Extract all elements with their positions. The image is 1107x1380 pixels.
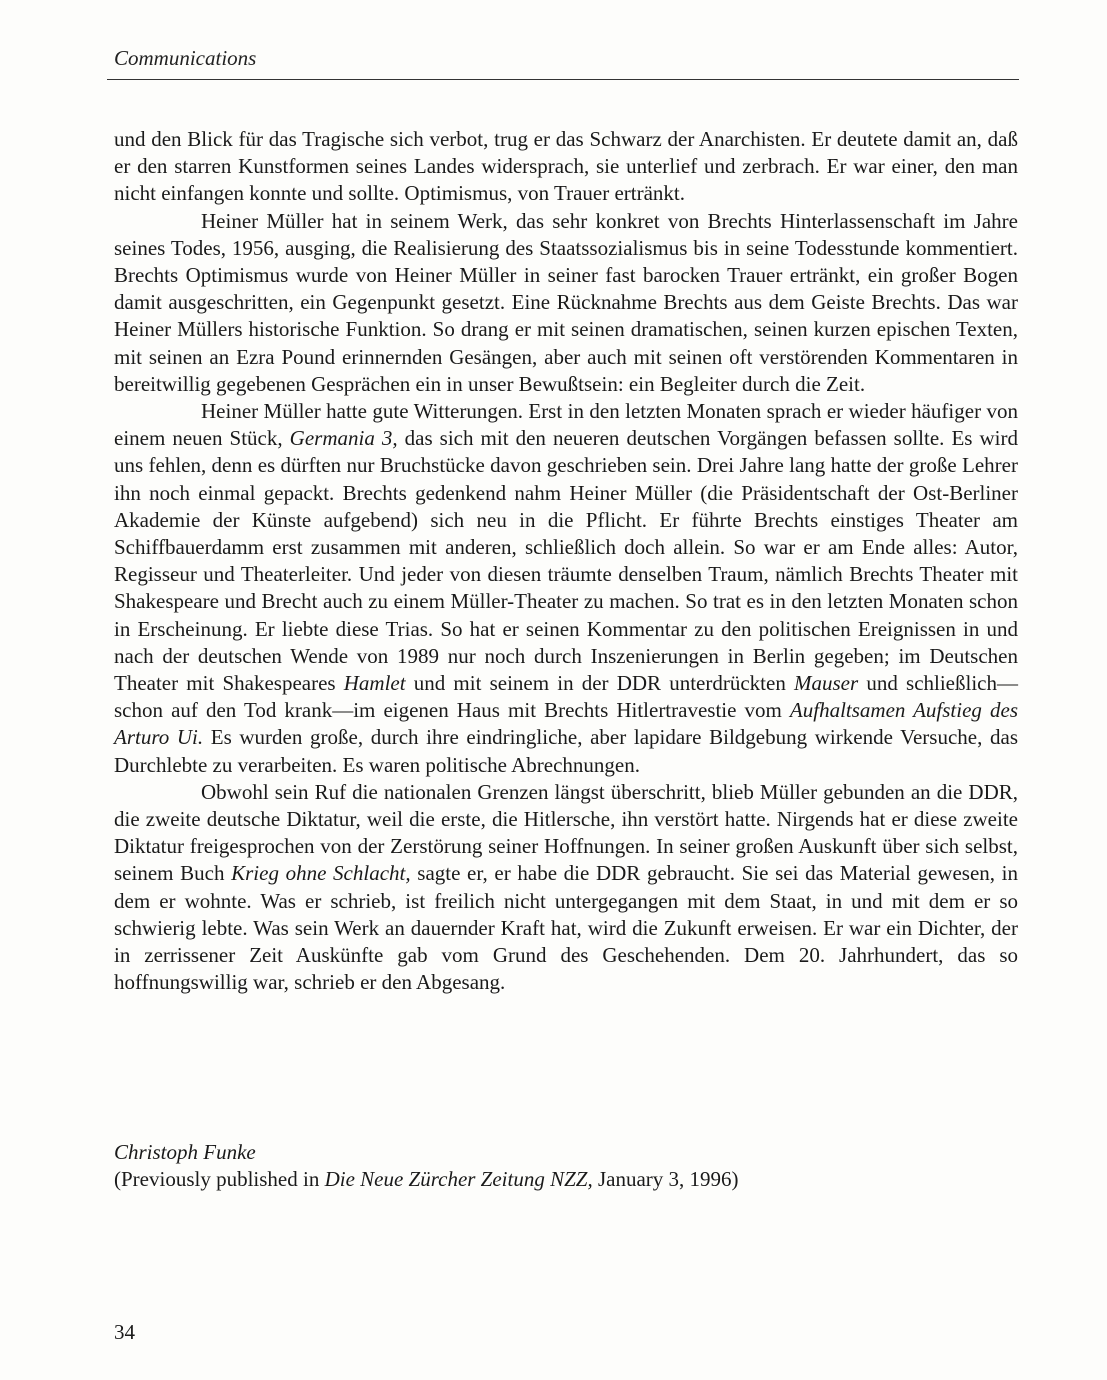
running-head: Communications bbox=[114, 46, 257, 70]
paragraph-text: und den Blick für das Tragische sich verbot, trug er das Schwarz der Anarchisten. Er deutete damit an, daß er den starren Kunstformen seines Landes widersprach, sie unterlief und zerbrach. Er war einer, den man nicht einfangen konnte und sollte. Optimismus, von Trauer ertränkt. bbox=[114, 127, 1018, 206]
work-title-hamlet: Hamlet bbox=[343, 671, 406, 696]
header-rule bbox=[107, 79, 1019, 80]
paragraph-text: Obwohl sein Ruf die nationalen Grenzen längst überschritt, blieb Müller gebunden an die DDR, die zweite deutsche Diktatur, weil die erste, die Hitlersche, ihn verstört hatte. Nirgends hat er diese zweite Diktatur freigesprochen von der Zerstörung seiner Hoffnungen. In seiner großen Auskunft über sich selbst, seinem Buch bbox=[114, 779, 1018, 886]
work-title-mauser: Mauser bbox=[794, 671, 859, 696]
paragraph-2 bbox=[114, 208, 1018, 398]
source-prefix: (Previously published in bbox=[114, 1167, 325, 1192]
paragraph-3 bbox=[114, 398, 1018, 779]
work-title-krieg-ohne-schlacht: Krieg ohne Schlacht, bbox=[231, 861, 411, 886]
source-note bbox=[114, 1166, 739, 1193]
source-suffix: January 3, 1996) bbox=[592, 1167, 739, 1192]
paragraph-text: und mit seinem in der DDR unterdrückten bbox=[405, 671, 795, 696]
work-title-arturo-ui: Aufhaltsamen Aufstieg des Arturo Ui. bbox=[114, 698, 1018, 750]
paragraph-text: sagte er, er habe die DDR gebraucht. Sie sei das Material gewesen, in dem er wohnte. Was er schrieb, ist freilich nicht untergegangen mit dem Staat, in und mit dem er so schwierig lebte. Was sein Werk an dauernder Kraft hat, wird die Zukunft erweisen. Er war ein Dichter, der in zerrissener Zeit Auskünfte gab vom Grund des Geschehenden. Dem 20. Jahrhundert, das so hoffnungswillig war, schrieb er den Abgesang. bbox=[114, 861, 1019, 995]
page-number: 34 bbox=[114, 1320, 135, 1344]
paragraph-4 bbox=[114, 779, 1018, 997]
paragraph-1 bbox=[114, 126, 1018, 208]
source-title: Die Neue Zürcher Zeitung NZZ, bbox=[324, 1167, 593, 1192]
paragraph-text: Heiner Müller hat in seinem Werk, das sehr konkret von Brechts Hinterlassenschaft im Jahre seines Todes, 1956, ausging, die Realisierung des Staatssozialismus bis in seine Todesstunde kommentiert. Brechts Optimismus wurde von Heiner Müller in seiner fast barocken Trauer ertränkt, ein großer Bogen damit ausgeschritten, ein Gegenpunkt gesetzt. Eine Rücknahme Brechts aus dem Geiste Brechts. Das war Heiner Müllers historische Funktion. So drang er mit seinen dramatischen, seinen kurzen epischen Texten, mit seinen an Ezra Pound erinnernden Gesängen, aber auch mit seinen oft verstörenden Kommentaren in bereitwillig gegebenen Gesprächen ein in unser Bewußtsein: ein Begleiter durch die Zeit. bbox=[114, 208, 1018, 396]
signature-block bbox=[114, 1139, 739, 1193]
paragraph-text: Es wurden große, durch ihre eindringliche, aber lapidare Bildgebung wirkende Versuche, das Durchlebte zu verarbeiten. Es waren politische Abrechnungen. bbox=[114, 725, 1018, 777]
paragraph-text: und schließlich—schon auf den Tod krank—im eigenen Haus mit Brechts Hitlertravestie vom bbox=[114, 671, 1018, 723]
author-name: Christoph Funke bbox=[114, 1140, 256, 1164]
paragraph-text: Heiner Müller hatte gute Witterungen. Erst in den letzten Monaten sprach er wieder häufiger von einem neuen Stück, bbox=[114, 399, 1018, 451]
paragraph-text: das sich mit den neueren deutschen Vorgängen befassen sollte. Es wird uns fehlen, denn es dürften nur Bruchstücke davon geschrieben sein. Drei Jahre lang hatte der große Lehrer ihn noch einmal gepackt. Brechts gedenkend nahm Heiner Müller (die Präsidentschaft der Ost-Berliner Akademie der Künste aufgebend) sich neu in die Pflicht. Er führte Brechts einstiges Theater am Schiffbauerdamm erst zusammen mit anderen, schließlich doch allein. So war er am Ende alles: Autor, Regisseur und Theaterleiter. Und jeder von diesen träumte denselben Traum, nämlich Brechts Theater mit Shakespeare und Brecht auch zu einem Müller-Theater zu machen. So trat es in den letzten Monaten schon in Erscheinung. Er liebte diese Trias. So hat er seinen Kommentar zu den politischen Ereignissen in und nach der deutschen Wende von 1989 nur noch durch Inszenierungen in Berlin gegeben; im Deutschen Theater mit Shakespeares bbox=[114, 426, 1018, 696]
article-body bbox=[114, 126, 1018, 997]
work-title-germania: Germania 3, bbox=[289, 426, 398, 451]
